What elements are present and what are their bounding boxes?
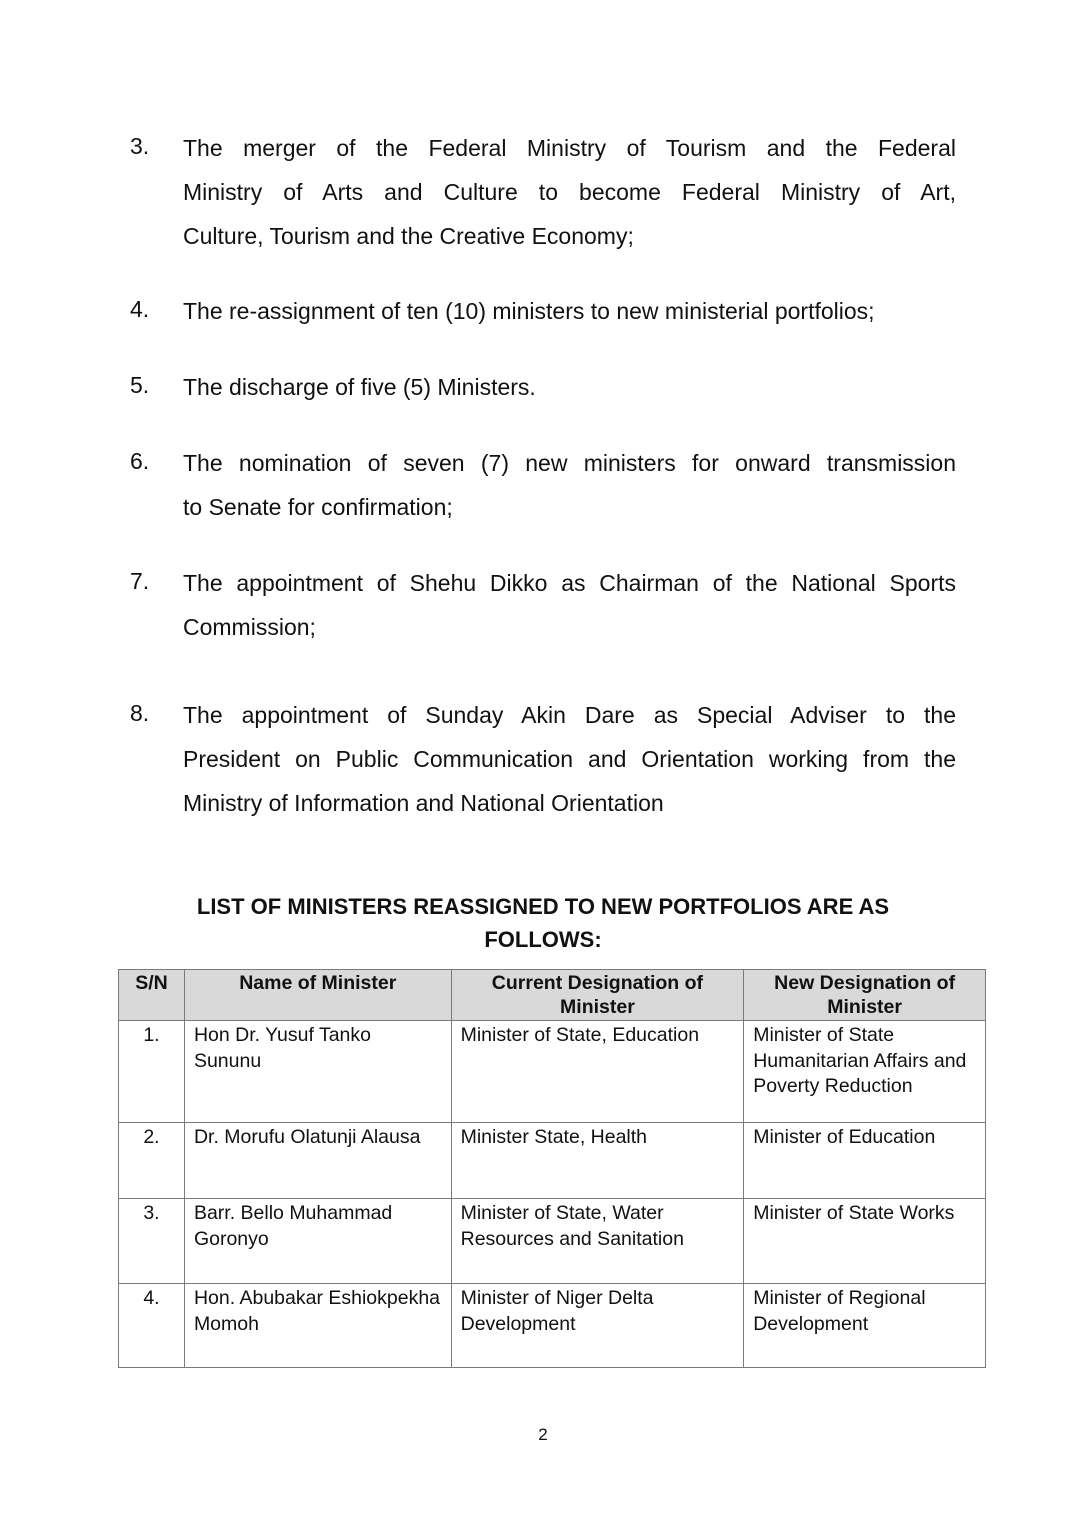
- item-number: 5.: [130, 372, 150, 398]
- cell-sn: 3.: [119, 1199, 185, 1284]
- item-line: President on Public Communication and Orientation working from the: [183, 746, 956, 772]
- item-line: to Senate for confirmation;: [183, 494, 453, 520]
- ministers-table: [118, 969, 986, 1368]
- item-line: The merger of the Federal Ministry of Tourism and the Federal: [183, 135, 956, 161]
- cell-name: Barr. Bello Muhammad Goronyo: [184, 1199, 451, 1284]
- item-line: Commission;: [183, 614, 316, 640]
- item-line: Ministry of Information and National Orientation: [183, 790, 664, 816]
- item-line: The appointment of Sunday Akin Dare as Special Adviser to the: [183, 702, 956, 728]
- table-header-row: [119, 970, 986, 1021]
- item-number: 3.: [130, 133, 150, 159]
- cell-current: Minister State, Health: [451, 1123, 744, 1199]
- header-current-designation: Current Designation of Minister: [451, 970, 744, 1021]
- cell-current: Minister of State, Education: [451, 1021, 744, 1123]
- item-number: 7.: [130, 568, 150, 594]
- cell-name: Dr. Morufu Olatunji Alausa: [184, 1123, 451, 1199]
- item-number: 8.: [130, 700, 150, 726]
- cell-name: Hon Dr. Yusuf Tanko Sununu: [184, 1021, 451, 1123]
- cell-current: Minister of Niger Delta Development: [451, 1284, 744, 1368]
- item-line: The nomination of seven (7) new ministers for onward transmission: [183, 450, 956, 476]
- table-row: [119, 1284, 986, 1368]
- cell-new: Minister of Education: [744, 1123, 986, 1199]
- item-line: The re-assignment of ten (10) ministers to new ministerial portfolios;: [183, 298, 875, 324]
- item-line: The discharge of five (5) Ministers.: [183, 374, 536, 400]
- cell-name: Hon. Abubakar Eshiokpekha Momoh: [184, 1284, 451, 1368]
- cell-current: Minister of State, Water Resources and Sanitation: [451, 1199, 744, 1284]
- item-line: The appointment of Shehu Dikko as Chairman of the National Sports: [183, 570, 956, 596]
- page-number: 2: [538, 1425, 548, 1444]
- table-row: [119, 1021, 986, 1123]
- cell-sn: 4.: [119, 1284, 185, 1368]
- table-row: [119, 1199, 986, 1284]
- cell-new: Minister of State Humanitarian Affairs and Poverty Reduction: [744, 1021, 986, 1123]
- item-number: 6.: [130, 448, 150, 474]
- section-heading: [120, 890, 966, 956]
- section-heading-line-1: LIST OF MINISTERS REASSIGNED TO NEW PORTFOLIOS ARE AS: [196, 894, 890, 919]
- header-sn: S/N: [119, 970, 185, 1021]
- header-new-designation: New Designation of Minister: [744, 970, 986, 1021]
- cell-sn: 1.: [119, 1021, 185, 1123]
- section-heading-line-2: FOLLOWS:: [484, 927, 602, 952]
- cell-new: Minister of Regional Development: [744, 1284, 986, 1368]
- item-line: Culture, Tourism and the Creative Economy;: [183, 223, 634, 249]
- table-row: [119, 1123, 986, 1199]
- cell-new: Minister of State Works: [744, 1199, 986, 1284]
- item-line: Ministry of Arts and Culture to become Federal Ministry of Art,: [183, 179, 956, 205]
- item-number: 4.: [130, 296, 150, 322]
- header-name: Name of Minister: [184, 970, 451, 1021]
- cell-sn: 2.: [119, 1123, 185, 1199]
